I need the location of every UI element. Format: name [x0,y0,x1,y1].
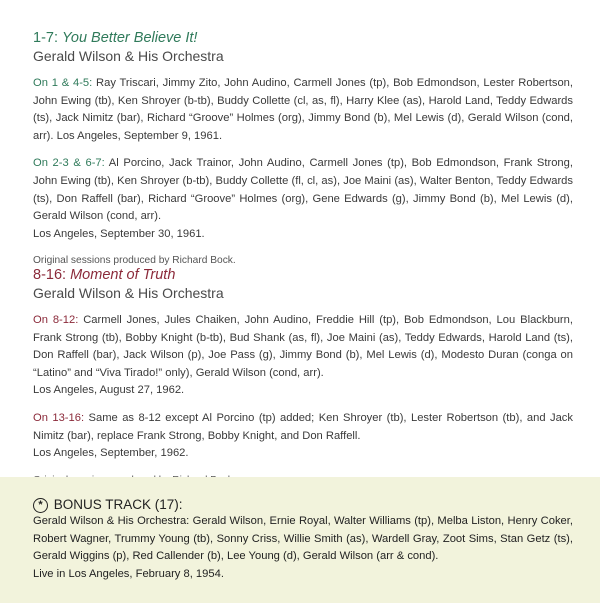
album-title: You Better Believe It! [62,30,198,46]
bonus-title: BONUS TRACK (17): [53,497,183,512]
section-heading [33,266,573,284]
personnel-text: Carmell Jones, Jules Chaiken, John Audino, Freddie Hill (tp), Bob Edmondson, Lou Blackburn, Frank Strong (tb), Bobby Knight (b-tb), Bud Shank (as, fl), Joe Maini (as), Teddy Edwards, Harold Land (ts), Don Raffell (bar), Jack Wilson (p), Joe Pass (g), Jimmy Bond (b), Mel Lewis (d), Modesto Duran (conga on “Latino” and “Viva Tirado!” only), Gerald Wilson (cond, arr). [33,314,573,379]
personnel-text: Ray Triscari, Jimmy Zito, John Audino, Carmell Jones (tp), Bob Edmondson, Lester Robertson, John Ewing (tb), Ken Shroyer (b-tb), Buddy Collette (cl, as, fl), Harry Klee (as), Harold Land, Teddy Edwards (ts), Jack Nimitz (bar), Richard “Groove” Holmes (org), Jimmy Bond (b), Mel Lewis (d), Gerald Wilson (cond, arr). Los Angeles, September 9, 1961. [33,77,573,142]
track-range: 1-7: [33,30,58,46]
personnel-text: Same as 8-12 except Al Porcino (tp) added; Ken Shroyer (tb), Lester Robertson (tb), and Jack Nimitz (bar), replace Frank Strong, Bobby Knight, and Don Raffell. [33,411,573,442]
producer-credit: Original sessions produced by Richard Bock. [33,255,236,267]
album-title: Moment of Truth [70,267,176,283]
personnel-paragraph [33,75,573,145]
session-date: Los Angeles, September, 1962. [33,447,189,460]
track-lead: On 13-16: [33,411,85,424]
band-name: Gerald Wilson & His Orchestra [33,48,224,64]
bonus-date: Live in Los Angeles, February 8, 1954. [33,567,224,580]
section-heading [33,29,573,47]
bonus-track-panel [0,477,600,603]
section-moment-of-truth [33,266,573,488]
track-lead: On 1 & 4-5: [33,77,93,89]
session-date: Los Angeles, September 30, 1961. [33,227,205,240]
bonus-personnel [33,513,573,583]
track-lead: On 2-3 & 6-7: [33,157,105,170]
bonus-heading [33,496,573,513]
section-you-better-believe-it [33,29,573,268]
bonus-text: Gerald Wilson & His Orchestra: Gerald Wilson, Ernie Royal, Walter Williams (tp), Melba Liston, Henry Coker, Robert Wagner, Trummy Young (tb), Sonny Criss, Willie Smith (as), Wardell Gray, Zoot Sims, Stan Getz (ts), Gerald Wiggins (p), Red Callender (b), Lee Young (d), Gerald Wilson (arr & cond). [33,515,573,563]
track-range: 8-16: [33,267,67,283]
asterisk-icon: * [33,498,48,513]
personnel-text: Al Porcino, Jack Trainor, John Audino, Carmell Jones (tp), Bob Edmondson, Frank Strong, John Ewing (tb), Ken Shroyer (b-tb), Buddy Collette (fl, cl, as), Joe Maini (as), Walter Benton, Teddy Edwards (ts), Don Raffell (bar), Richard “Groove” Holmes (org), Gene Edwards (g), Jimmy Bond (b), Mel Lewis (d), Gerald Wilson (cond, arr). [33,157,573,223]
personnel-paragraph [33,410,573,463]
personnel-paragraph [33,155,573,243]
session-date: Los Angeles, August 27, 1962. [33,384,185,397]
bonus-track-content [33,496,573,583]
track-lead: On 8-12: [33,314,79,326]
band-name: Gerald Wilson & His Orchestra [33,285,224,301]
personnel-paragraph [33,312,573,400]
